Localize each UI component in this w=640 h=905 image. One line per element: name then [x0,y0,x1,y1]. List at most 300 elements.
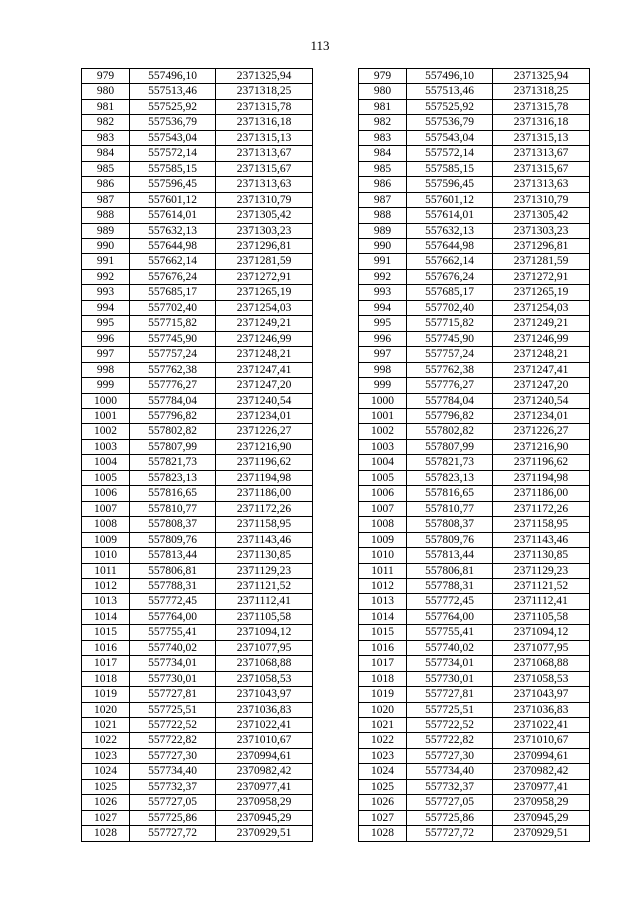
x-coordinate-cell: 557813,44 [407,548,493,563]
x-coordinate-cell: 557732,37 [407,779,493,794]
x-coordinate-cell: 557601,12 [130,192,216,207]
x-coordinate-cell: 557734,40 [407,764,493,779]
y-coordinate-cell: 2371194,98 [493,470,590,485]
y-coordinate-cell: 2371305,42 [493,208,590,223]
y-coordinate-cell: 2370982,42 [216,764,313,779]
y-coordinate-cell: 2371315,67 [216,161,313,176]
x-coordinate-cell: 557823,13 [130,470,216,485]
x-coordinate-cell: 557788,31 [130,578,216,593]
x-coordinate-cell: 557715,82 [130,316,216,331]
point-number-cell: 989 [359,223,407,238]
point-number-cell: 998 [359,362,407,377]
point-number-cell: 1014 [359,609,407,624]
y-coordinate-cell: 2371105,58 [216,609,313,624]
y-coordinate-cell: 2371022,41 [493,718,590,733]
point-number-cell: 1016 [359,640,407,655]
x-coordinate-cell: 557722,52 [130,718,216,733]
coordinates-table-right [358,68,590,842]
table-row [82,223,313,238]
x-coordinate-cell: 557543,04 [407,130,493,145]
point-number-cell: 1009 [82,532,130,547]
y-coordinate-cell: 2371186,00 [493,486,590,501]
point-number-cell: 1001 [82,408,130,423]
table-row [82,316,313,331]
table-row [359,254,590,269]
y-coordinate-cell: 2371249,21 [493,316,590,331]
y-coordinate-cell: 2371272,91 [493,269,590,284]
point-number-cell: 1022 [82,733,130,748]
x-coordinate-cell: 557727,72 [407,826,493,841]
point-number-cell: 984 [359,146,407,161]
table-row [359,347,590,362]
y-coordinate-cell: 2371216,90 [216,439,313,454]
point-number-cell: 1011 [82,563,130,578]
point-number-cell: 1019 [82,687,130,702]
table-row [359,501,590,516]
table-row [359,578,590,593]
table-row [82,378,313,393]
point-number-cell: 1011 [359,563,407,578]
x-coordinate-cell: 557722,82 [407,733,493,748]
point-number-cell: 1012 [359,578,407,593]
table-row [359,316,590,331]
y-coordinate-cell: 2371121,52 [216,578,313,593]
x-coordinate-cell: 557796,82 [130,408,216,423]
y-coordinate-cell: 2371247,20 [493,378,590,393]
point-number-cell: 1006 [82,486,130,501]
y-coordinate-cell: 2371058,53 [216,671,313,686]
table-row [359,99,590,114]
table-row [82,609,313,624]
point-number-cell: 988 [82,208,130,223]
table-row [82,393,313,408]
point-number-cell: 985 [359,161,407,176]
y-coordinate-cell: 2371246,99 [493,331,590,346]
x-coordinate-cell: 557722,82 [130,733,216,748]
x-coordinate-cell: 557807,99 [407,439,493,454]
point-number-cell: 985 [82,161,130,176]
y-coordinate-cell: 2370929,51 [216,826,313,841]
x-coordinate-cell: 557614,01 [407,208,493,223]
table-row [359,687,590,702]
table-row [82,826,313,841]
point-number-cell: 1020 [359,702,407,717]
table-row [82,130,313,145]
x-coordinate-cell: 557808,37 [130,517,216,532]
point-number-cell: 1000 [359,393,407,408]
y-coordinate-cell: 2370977,41 [216,779,313,794]
point-number-cell: 983 [82,130,130,145]
table-row [359,640,590,655]
table-row [359,439,590,454]
point-number-cell: 1023 [82,748,130,763]
point-number-cell: 992 [82,269,130,284]
point-number-cell: 1024 [82,764,130,779]
y-coordinate-cell: 2371129,23 [493,563,590,578]
y-coordinate-cell: 2371068,88 [493,656,590,671]
x-coordinate-cell: 557772,45 [130,594,216,609]
y-coordinate-cell: 2371094,12 [216,625,313,640]
x-coordinate-cell: 557685,17 [407,285,493,300]
point-number-cell: 1014 [82,609,130,624]
table-row [82,594,313,609]
y-coordinate-cell: 2371318,25 [493,84,590,99]
point-number-cell: 1012 [82,578,130,593]
point-number-cell: 999 [82,378,130,393]
y-coordinate-cell: 2371310,79 [493,192,590,207]
x-coordinate-cell: 557585,15 [130,161,216,176]
y-coordinate-cell: 2370945,29 [493,810,590,825]
table-row [359,609,590,624]
page-number: 113 [310,38,330,53]
table-row [82,470,313,485]
x-coordinate-cell: 557585,15 [407,161,493,176]
y-coordinate-cell: 2371313,67 [216,146,313,161]
point-number-cell: 1010 [82,548,130,563]
point-number-cell: 1015 [359,625,407,640]
y-coordinate-cell: 2371036,83 [216,702,313,717]
x-coordinate-cell: 557614,01 [130,208,216,223]
x-coordinate-cell: 557764,00 [130,609,216,624]
y-coordinate-cell: 2371094,12 [493,625,590,640]
point-number-cell: 986 [359,177,407,192]
y-coordinate-cell: 2371240,54 [216,393,313,408]
table-row [82,254,313,269]
x-coordinate-cell: 557802,82 [130,424,216,439]
point-number-cell: 984 [82,146,130,161]
y-coordinate-cell: 2371313,63 [493,177,590,192]
table-row [82,671,313,686]
y-coordinate-cell: 2371305,42 [216,208,313,223]
point-number-cell: 996 [359,331,407,346]
y-coordinate-cell: 2370958,29 [493,795,590,810]
y-coordinate-cell: 2371310,79 [216,192,313,207]
point-number-cell: 995 [82,316,130,331]
table-row [359,563,590,578]
x-coordinate-cell: 557807,99 [130,439,216,454]
y-coordinate-cell: 2370977,41 [493,779,590,794]
table-row [82,532,313,547]
table-row [82,501,313,516]
table-row [359,362,590,377]
point-number-cell: 1020 [82,702,130,717]
y-coordinate-cell: 2371318,25 [216,84,313,99]
point-number-cell: 991 [82,254,130,269]
table-row [82,238,313,253]
y-coordinate-cell: 2370994,61 [216,748,313,763]
x-coordinate-cell: 557734,40 [130,764,216,779]
point-number-cell: 982 [359,115,407,130]
x-coordinate-cell: 557725,86 [130,810,216,825]
y-coordinate-cell: 2371265,19 [216,285,313,300]
x-coordinate-cell: 557543,04 [130,130,216,145]
y-coordinate-cell: 2371172,26 [493,501,590,516]
point-number-cell: 1002 [359,424,407,439]
x-coordinate-cell: 557755,41 [407,625,493,640]
x-coordinate-cell: 557727,05 [407,795,493,810]
table-row [82,347,313,362]
point-number-cell: 981 [359,99,407,114]
y-coordinate-cell: 2371105,58 [493,609,590,624]
y-coordinate-cell: 2371272,91 [216,269,313,284]
point-number-cell: 1013 [82,594,130,609]
x-coordinate-cell: 557730,01 [407,671,493,686]
table-row [359,486,590,501]
y-coordinate-cell: 2371313,63 [216,177,313,192]
x-coordinate-cell: 557662,14 [407,254,493,269]
y-coordinate-cell: 2371058,53 [493,671,590,686]
x-coordinate-cell: 557632,13 [130,223,216,238]
y-coordinate-cell: 2371036,83 [493,702,590,717]
x-coordinate-cell: 557796,82 [407,408,493,423]
x-coordinate-cell: 557776,27 [407,378,493,393]
table-row [359,656,590,671]
table-row [359,517,590,532]
table-row [82,424,313,439]
point-number-cell: 1007 [82,501,130,516]
point-number-cell: 1006 [359,486,407,501]
x-coordinate-cell: 557806,81 [130,563,216,578]
table-row [82,208,313,223]
table-row [359,810,590,825]
y-coordinate-cell: 2371077,95 [216,640,313,655]
x-coordinate-cell: 557821,73 [407,455,493,470]
y-coordinate-cell: 2371303,23 [493,223,590,238]
table-row [82,718,313,733]
table-row [82,439,313,454]
y-coordinate-cell: 2371043,97 [493,687,590,702]
y-coordinate-cell: 2371254,03 [493,300,590,315]
y-coordinate-cell: 2371303,23 [216,223,313,238]
table-row [359,69,590,84]
y-coordinate-cell: 2371234,01 [493,408,590,423]
point-number-cell: 994 [359,300,407,315]
y-coordinate-cell: 2370958,29 [216,795,313,810]
point-number-cell: 1018 [359,671,407,686]
y-coordinate-cell: 2371325,94 [216,69,313,84]
table-row [82,69,313,84]
x-coordinate-cell: 557601,12 [407,192,493,207]
y-coordinate-cell: 2371281,59 [216,254,313,269]
y-coordinate-cell: 2371143,46 [216,532,313,547]
point-number-cell: 1018 [82,671,130,686]
table-row [82,578,313,593]
table-row [359,455,590,470]
x-coordinate-cell: 557727,72 [130,826,216,841]
y-coordinate-cell: 2371240,54 [493,393,590,408]
x-coordinate-cell: 557662,14 [130,254,216,269]
x-coordinate-cell: 557536,79 [407,115,493,130]
x-coordinate-cell: 557816,65 [130,486,216,501]
x-coordinate-cell: 557496,10 [407,69,493,84]
table-row [82,795,313,810]
point-number-cell: 1010 [359,548,407,563]
point-number-cell: 1025 [82,779,130,794]
x-coordinate-cell: 557676,24 [130,269,216,284]
table-row [82,84,313,99]
y-coordinate-cell: 2371325,94 [493,69,590,84]
x-coordinate-cell: 557513,46 [130,84,216,99]
point-number-cell: 980 [359,84,407,99]
x-coordinate-cell: 557810,77 [407,501,493,516]
x-coordinate-cell: 557496,10 [130,69,216,84]
table-row [82,192,313,207]
x-coordinate-cell: 557596,45 [407,177,493,192]
x-coordinate-cell: 557764,00 [407,609,493,624]
x-coordinate-cell: 557772,45 [407,594,493,609]
point-number-cell: 1017 [359,656,407,671]
x-coordinate-cell: 557727,05 [130,795,216,810]
table-row [359,470,590,485]
x-coordinate-cell: 557572,14 [130,146,216,161]
table-row [82,408,313,423]
table-row [359,238,590,253]
point-number-cell: 1028 [82,826,130,841]
point-number-cell: 979 [82,69,130,84]
table-row [82,764,313,779]
y-coordinate-cell: 2370929,51 [493,826,590,841]
x-coordinate-cell: 557727,81 [130,687,216,702]
table-row [359,146,590,161]
point-number-cell: 986 [82,177,130,192]
y-coordinate-cell: 2371196,62 [216,455,313,470]
point-number-cell: 1002 [82,424,130,439]
table-row [359,748,590,763]
x-coordinate-cell: 557525,92 [407,99,493,114]
point-number-cell: 1026 [82,795,130,810]
table-row [359,625,590,640]
y-coordinate-cell: 2371234,01 [216,408,313,423]
y-coordinate-cell: 2371315,13 [216,130,313,145]
point-number-cell: 980 [82,84,130,99]
table-row [359,192,590,207]
point-number-cell: 1005 [82,470,130,485]
y-coordinate-cell: 2371129,23 [216,563,313,578]
point-number-cell: 992 [359,269,407,284]
point-number-cell: 1021 [359,718,407,733]
table-row [82,161,313,176]
table-row [359,764,590,779]
x-coordinate-cell: 557715,82 [407,316,493,331]
point-number-cell: 997 [359,347,407,362]
table-row [359,378,590,393]
point-number-cell: 1019 [359,687,407,702]
y-coordinate-cell: 2371313,67 [493,146,590,161]
y-coordinate-cell: 2371248,21 [216,347,313,362]
point-number-cell: 1004 [359,455,407,470]
table-row [359,208,590,223]
table-row [82,177,313,192]
point-number-cell: 987 [82,192,130,207]
table-row [359,84,590,99]
x-coordinate-cell: 557730,01 [130,671,216,686]
y-coordinate-cell: 2371281,59 [493,254,590,269]
table-row [359,718,590,733]
table-row [82,687,313,702]
y-coordinate-cell: 2371316,18 [216,115,313,130]
y-coordinate-cell: 2371010,67 [216,733,313,748]
x-coordinate-cell: 557762,38 [407,362,493,377]
y-coordinate-cell: 2371130,85 [493,548,590,563]
x-coordinate-cell: 557808,37 [407,517,493,532]
table-row [82,748,313,763]
x-coordinate-cell: 557757,24 [130,347,216,362]
table-row [359,795,590,810]
y-coordinate-cell: 2371022,41 [216,718,313,733]
point-number-cell: 1024 [359,764,407,779]
table-row [82,115,313,130]
y-coordinate-cell: 2371315,13 [493,130,590,145]
x-coordinate-cell: 557784,04 [407,393,493,408]
point-number-cell: 1022 [359,733,407,748]
table-row [359,826,590,841]
table-row [359,223,590,238]
table-row [82,300,313,315]
x-coordinate-cell: 557776,27 [130,378,216,393]
point-number-cell: 983 [359,130,407,145]
x-coordinate-cell: 557813,44 [130,548,216,563]
y-coordinate-cell: 2371249,21 [216,316,313,331]
table-row [82,625,313,640]
point-number-cell: 999 [359,378,407,393]
y-coordinate-cell: 2371247,41 [216,362,313,377]
x-coordinate-cell: 557802,82 [407,424,493,439]
table-row [82,517,313,532]
table-row [82,810,313,825]
table-row [359,733,590,748]
table-row [82,146,313,161]
table-row [359,177,590,192]
point-number-cell: 1021 [82,718,130,733]
x-coordinate-cell: 557810,77 [130,501,216,516]
x-coordinate-cell: 557536,79 [130,115,216,130]
point-number-cell: 1005 [359,470,407,485]
y-coordinate-cell: 2371158,95 [493,517,590,532]
table-row [82,548,313,563]
table-row [359,424,590,439]
point-number-cell: 1008 [359,517,407,532]
y-coordinate-cell: 2370945,29 [216,810,313,825]
table-row [359,130,590,145]
table-row [82,269,313,284]
y-coordinate-cell: 2371226,27 [216,424,313,439]
point-number-cell: 995 [359,316,407,331]
point-number-cell: 1000 [82,393,130,408]
point-number-cell: 988 [359,208,407,223]
point-number-cell: 1001 [359,408,407,423]
y-coordinate-cell: 2371158,95 [216,517,313,532]
point-number-cell: 1023 [359,748,407,763]
table-row [359,594,590,609]
y-coordinate-cell: 2371112,41 [493,594,590,609]
x-coordinate-cell: 557676,24 [407,269,493,284]
point-number-cell: 996 [82,331,130,346]
x-coordinate-cell: 557685,17 [130,285,216,300]
y-coordinate-cell: 2371068,88 [216,656,313,671]
y-coordinate-cell: 2371216,90 [493,439,590,454]
x-coordinate-cell: 557816,65 [407,486,493,501]
point-number-cell: 989 [82,223,130,238]
x-coordinate-cell: 557821,73 [130,455,216,470]
x-coordinate-cell: 557525,92 [130,99,216,114]
table-row [82,779,313,794]
x-coordinate-cell: 557572,14 [407,146,493,161]
point-number-cell: 994 [82,300,130,315]
y-coordinate-cell: 2371254,03 [216,300,313,315]
table-row [359,779,590,794]
table-row [359,300,590,315]
table-row [359,548,590,563]
